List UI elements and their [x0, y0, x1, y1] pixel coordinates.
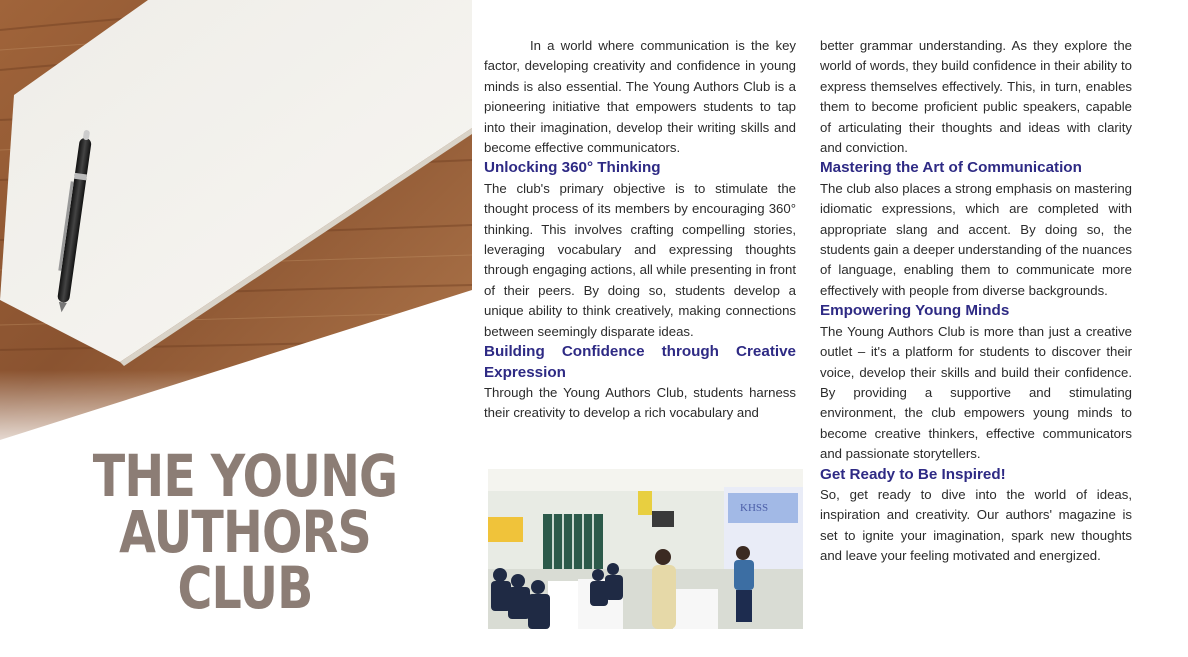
article-column-left [484, 36, 796, 424]
intro-paragraph: In a world where communication is the key factor, developing creativity and confidence in young minds is also essential. The Young Authors Club is a pioneering initiative that empowers students to tap into their imagination, develop their writing skills and become effective communicators. [484, 38, 796, 156]
section-heading-building-confidence: Building Confidence through Creative Expression [484, 343, 796, 381]
section-body-building-confidence-part1: Through the Young Authors Club, students harness their creativity to develop a rich vocabulary and [484, 384, 796, 421]
section-body-360-thinking: The club's primary objective is to stimulate the thought process of its members by encouraging 360° thinking. This involves crafting compelling stories, leveraging vocabulary and expressing thoughts through engaging actions, all while presenting in front of their peers. By doing so, students develop a unique ability to think creatively, making connections between seemingly disparate ideas. [484, 180, 796, 339]
section-body-building-confidence-part2: better grammar understanding. As they explore the world of words, they build confidence in their ability to express themselves effectively. This, in turn, enables them to become proficient public speakers, capable of articulating their thoughts and ideas with clarity and conviction. [820, 38, 1132, 156]
section-heading-360-thinking: Unlocking 360° Thinking [484, 159, 661, 177]
section-heading-empowering-minds: Empowering Young Minds [820, 302, 1010, 320]
section-heading-get-ready: Get Ready to Be Inspired! [820, 465, 1006, 483]
section-body-get-ready: So, get ready to dive into the world of ideas, inspiration and creativity. Our authors' magazine is set to ignite your imagination, spark new thoughts and leave your feeling motivated and energized. [820, 486, 1132, 564]
classroom-photo [488, 469, 803, 629]
hero-image-paper-pen [0, 0, 472, 460]
projector-screen-text: KHSS [740, 502, 769, 514]
club-title-line-1: THE YOUNG [92, 442, 398, 510]
club-title-line-2: AUTHORS CLUB [119, 498, 371, 622]
club-title [77, 442, 413, 622]
section-body-mastering-communication: The club also places a strong emphasis on mastering idiomatic expressions, which are completed with appropriate slang and accent. By doing so, the students gain a deeper understanding of the nuances of language, enabling them to communicate more effectively with people from diverse backgrounds. [820, 180, 1132, 298]
section-heading-mastering-communication: Mastering the Art of Communication [820, 159, 1082, 177]
article-column-right [820, 36, 1132, 567]
section-body-empowering-minds: The Young Authors Club is more than just a creative outlet – it's a platform for students to discover their voice, develop their skills and build their confidence. By providing a supportive and stimulating environment, the club empowers young minds to become creative thinkers, effective communicators and passionate storytellers. [820, 323, 1132, 462]
